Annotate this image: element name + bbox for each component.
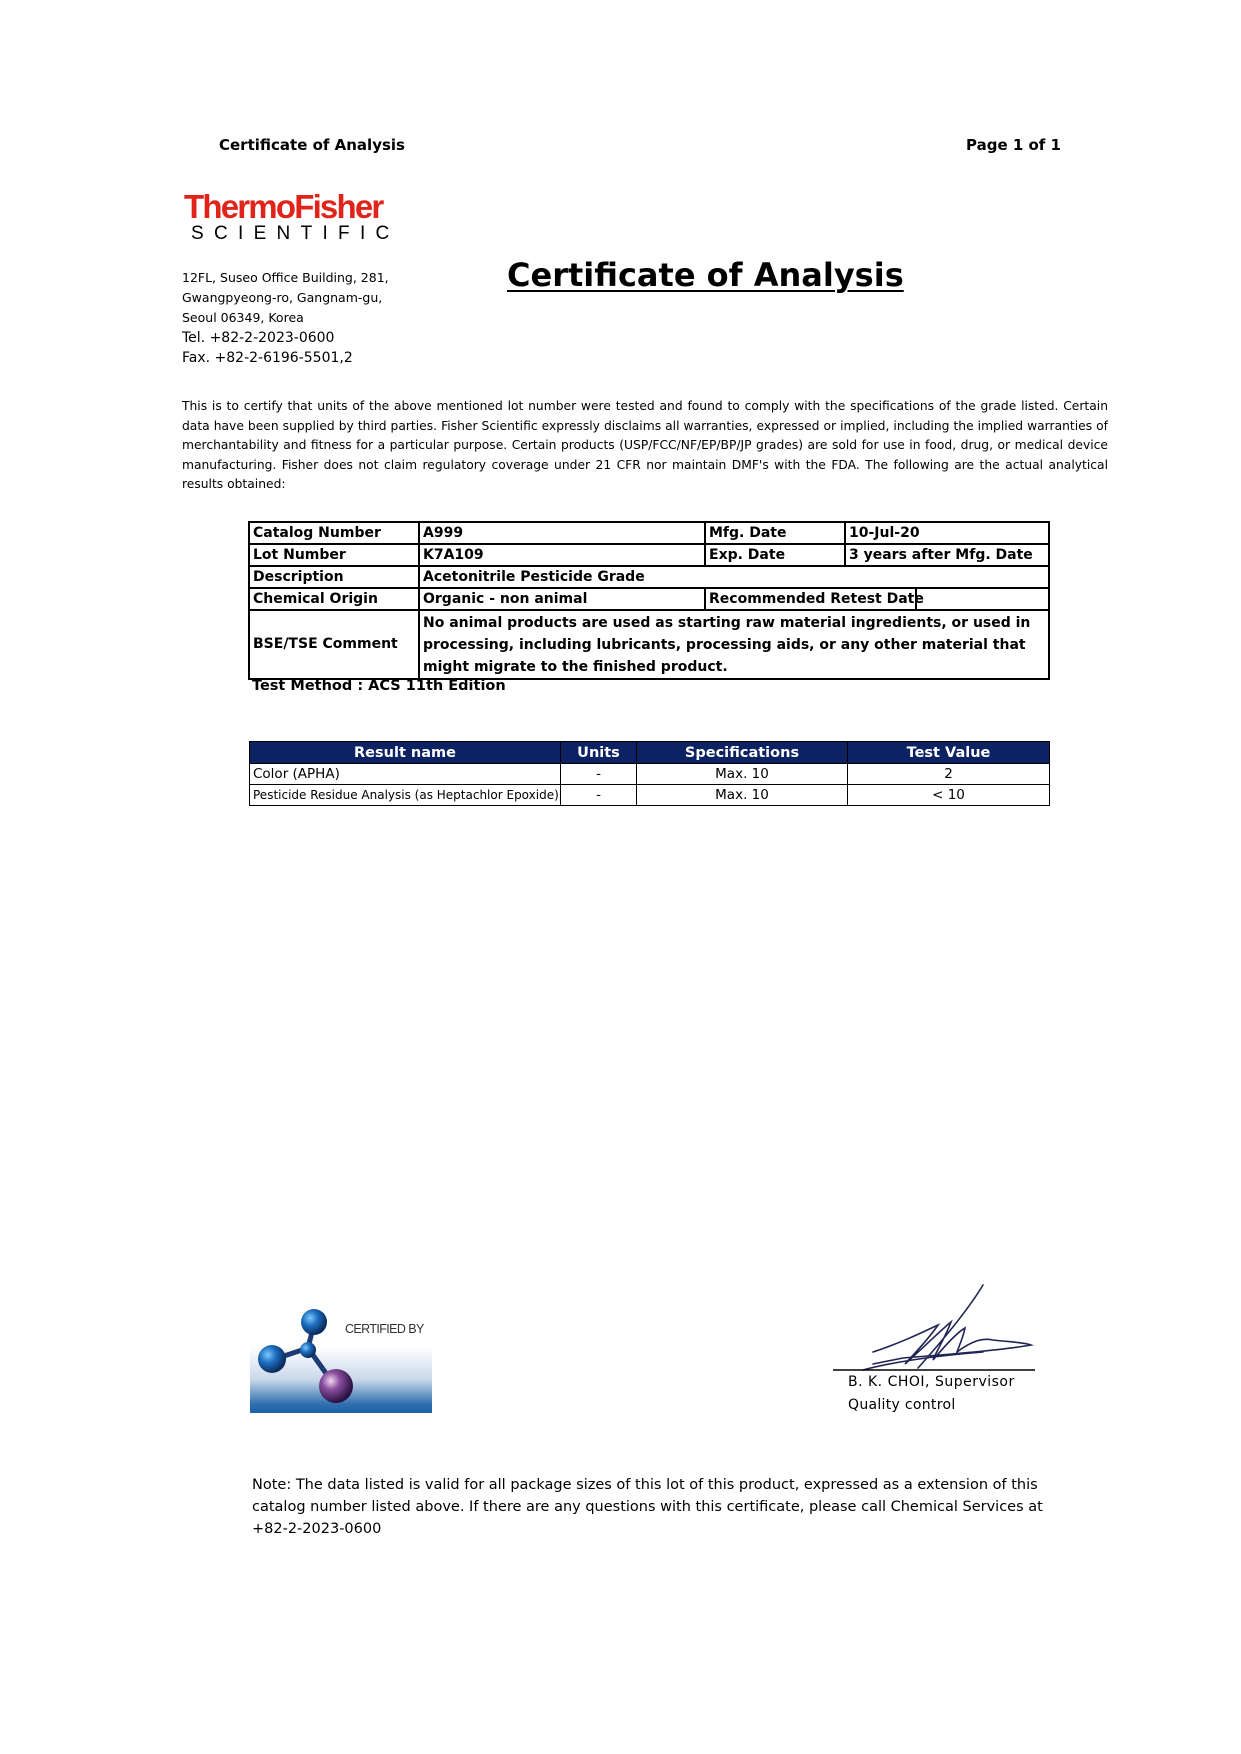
document-title: Certificate of Analysis <box>507 256 904 294</box>
certification-statement: This is to certify that units of the above mentioned lot number were tested and found to comply with the specifications of the grade listed. Certain data have been supplied by third parties. Fisher Scientific expressly disclaims all warranties, expressed or implied, including the implied warranties of merchantability and fitness for a particular purpose. Certain products (USP/FCC/NF/EP/BP/JP grades) are sold for use in food, drug, or medical device manufacturing. Fisher does not claim regulatory coverage under 21 CFR nor maintain DMF's with the FDA. The following are the actual analytical results obtained: <box>182 399 1108 491</box>
logo-wordmark: ThermoFisher <box>184 188 383 225</box>
column-header: Test Value <box>848 742 1050 764</box>
mfg-date-value: 10-Jul-20 <box>845 522 1049 544</box>
test-method: Test Method : ACS 11th Edition <box>252 678 506 694</box>
table-row <box>250 764 1050 785</box>
address-line-3: Seoul 06349, Korea <box>182 310 304 325</box>
result-units: - <box>561 785 637 806</box>
origin-label: Chemical Origin <box>249 588 419 610</box>
description-label: Description <box>249 566 419 588</box>
signatory-role: Quality control <box>848 1397 956 1413</box>
lot-label: Lot Number <box>249 544 419 566</box>
bse-value: No animal products are used as starting raw material ingredients, or used in processing, including lubricants, processing aids, or any other material that might migrate to the finished product. <box>419 610 1049 679</box>
header-title: Certificate of Analysis <box>219 136 405 154</box>
table-row <box>249 588 1049 610</box>
table-row <box>249 610 1049 679</box>
retest-date-label: Recommended Retest Date <box>705 588 916 610</box>
result-spec: Max. 10 <box>637 764 848 785</box>
bse-label: BSE/TSE Comment <box>249 610 419 679</box>
result-spec: Max. 10 <box>637 785 848 806</box>
catalog-label: Catalog Number <box>249 522 419 544</box>
telephone: Tel. +82-2-2023-0600 <box>182 330 335 346</box>
result-value: 2 <box>848 764 1050 785</box>
table-row <box>250 785 1050 806</box>
table-row <box>249 544 1049 566</box>
footer-note: Note: The data listed is valid for all package sizes of this lot of this product, expressed as a extension of this catalog number listed above. If there are any questions with this certificate, please call Chemical Services at +82-2-2023-0600 <box>252 1477 1043 1537</box>
column-header: Specifications <box>637 742 848 764</box>
handwritten-signature <box>833 1280 1043 1375</box>
exp-date-value: 3 years after Mfg. Date <box>845 544 1049 566</box>
lot-value: K7A109 <box>419 544 705 566</box>
column-header: Units <box>561 742 637 764</box>
page-number: Page 1 of 1 <box>966 136 1061 154</box>
molecule-icon <box>250 1302 432 1413</box>
results-table <box>249 741 1050 806</box>
result-value: < 10 <box>848 785 1050 806</box>
product-info-table <box>248 521 1050 680</box>
result-name: Color (APHA) <box>250 764 561 785</box>
origin-value: Organic - non animal <box>419 588 705 610</box>
address-line-1: 12FL, Suseo Office Building, 281, <box>182 270 389 285</box>
retest-date-value <box>916 588 1049 610</box>
thermo-fisher-logo <box>184 188 414 245</box>
column-header: Result name <box>250 742 561 764</box>
description-value: Acetonitrile Pesticide Grade <box>419 566 1049 588</box>
table-header-row <box>250 742 1050 764</box>
company-address <box>182 268 389 368</box>
result-units: - <box>561 764 637 785</box>
catalog-value: A999 <box>419 522 705 544</box>
mfg-date-label: Mfg. Date <box>705 522 845 544</box>
certified-by-logo <box>250 1302 432 1413</box>
certified-by-text: CERTIFIED BY <box>345 1322 424 1336</box>
signatory-name: B. K. CHOI, Supervisor <box>848 1374 1015 1390</box>
address-line-2: Gwangpyeong-ro, Gangnam-gu, <box>182 290 383 305</box>
table-row <box>249 566 1049 588</box>
exp-date-label: Exp. Date <box>705 544 845 566</box>
result-name: Pesticide Residue Analysis (as Heptachlor Epoxide) <box>250 785 561 806</box>
fax: Fax. +82-2-6196-5501,2 <box>182 350 353 366</box>
table-row <box>249 522 1049 544</box>
logo-subtitle: SCIENTIFIC <box>191 223 400 244</box>
